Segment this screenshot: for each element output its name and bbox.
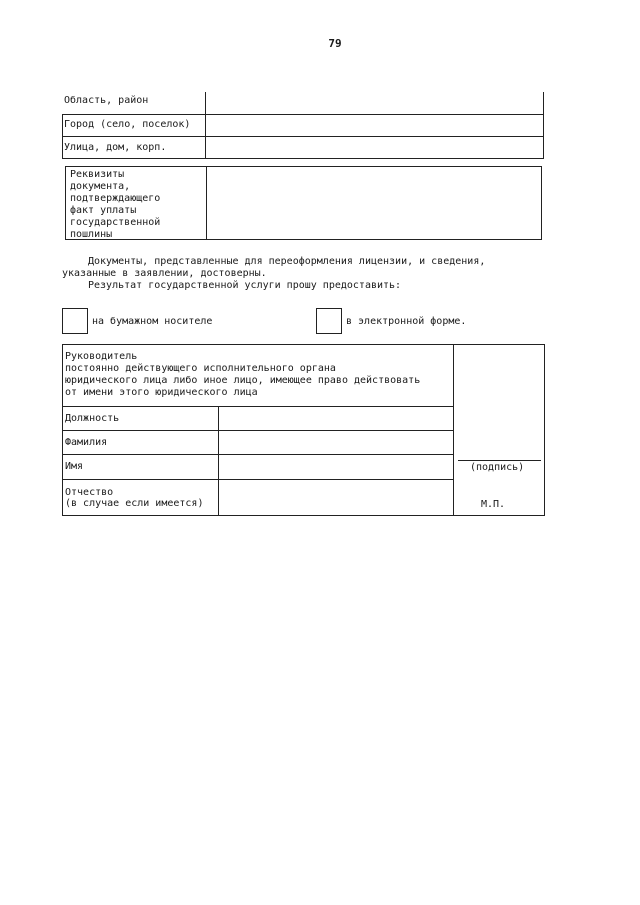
signatory-heading-3: юридического лица либо иное лицо, имеющее право действовать xyxy=(65,375,421,386)
payment-requisites-field[interactable] xyxy=(208,168,540,238)
name-field[interactable] xyxy=(220,455,452,478)
signatory-table xyxy=(62,344,545,516)
street-label: Улица, дом, корп. xyxy=(64,142,167,153)
street-field[interactable] xyxy=(207,137,542,157)
payment-requisites-table xyxy=(65,166,542,240)
signatory-heading-4: от имени этого юридического лица xyxy=(65,387,258,398)
signature-line xyxy=(458,460,541,461)
declaration-line-1: Документы, представленные для переоформления лицензии, и сведения, xyxy=(88,256,486,267)
signature-caption: (подпись) xyxy=(470,462,525,473)
signature-field[interactable] xyxy=(455,347,542,457)
seal-label: М.П. xyxy=(481,499,506,510)
position-field[interactable] xyxy=(220,407,452,429)
electronic-form-label: в электронной форме. xyxy=(346,316,467,327)
paper-form-checkbox[interactable] xyxy=(62,308,88,334)
region-field[interactable] xyxy=(207,93,542,113)
page-number: 79 xyxy=(328,37,342,50)
city-field[interactable] xyxy=(207,115,542,135)
name-label: Имя xyxy=(65,461,84,472)
paper-form-label: на бумажном носителе xyxy=(92,316,213,327)
declaration-line-2: указанные в заявлении, достоверны. xyxy=(62,268,267,279)
region-label: Область, район xyxy=(64,95,149,106)
patronymic-field[interactable] xyxy=(220,480,452,514)
patronymic-note: (в случае если имеется) xyxy=(65,498,204,509)
declaration-line-3: Результат государственной услуги прошу предоставить: xyxy=(88,280,402,291)
patronymic-label: Отчество xyxy=(65,487,114,498)
electronic-form-checkbox[interactable] xyxy=(316,308,342,334)
signatory-heading-1: Руководитель xyxy=(65,351,138,362)
address-table xyxy=(62,92,544,159)
city-label: Город (село, поселок) xyxy=(64,119,191,130)
surname-label: Фамилия xyxy=(65,437,108,448)
signatory-heading-2: постоянно действующего исполнительного органа xyxy=(65,363,336,374)
position-label: Должность xyxy=(65,413,120,424)
surname-field[interactable] xyxy=(220,431,452,453)
payment-requisites-label: Реквизиты документа, подтверждающего факт уплаты государственной пошлины xyxy=(70,169,161,240)
